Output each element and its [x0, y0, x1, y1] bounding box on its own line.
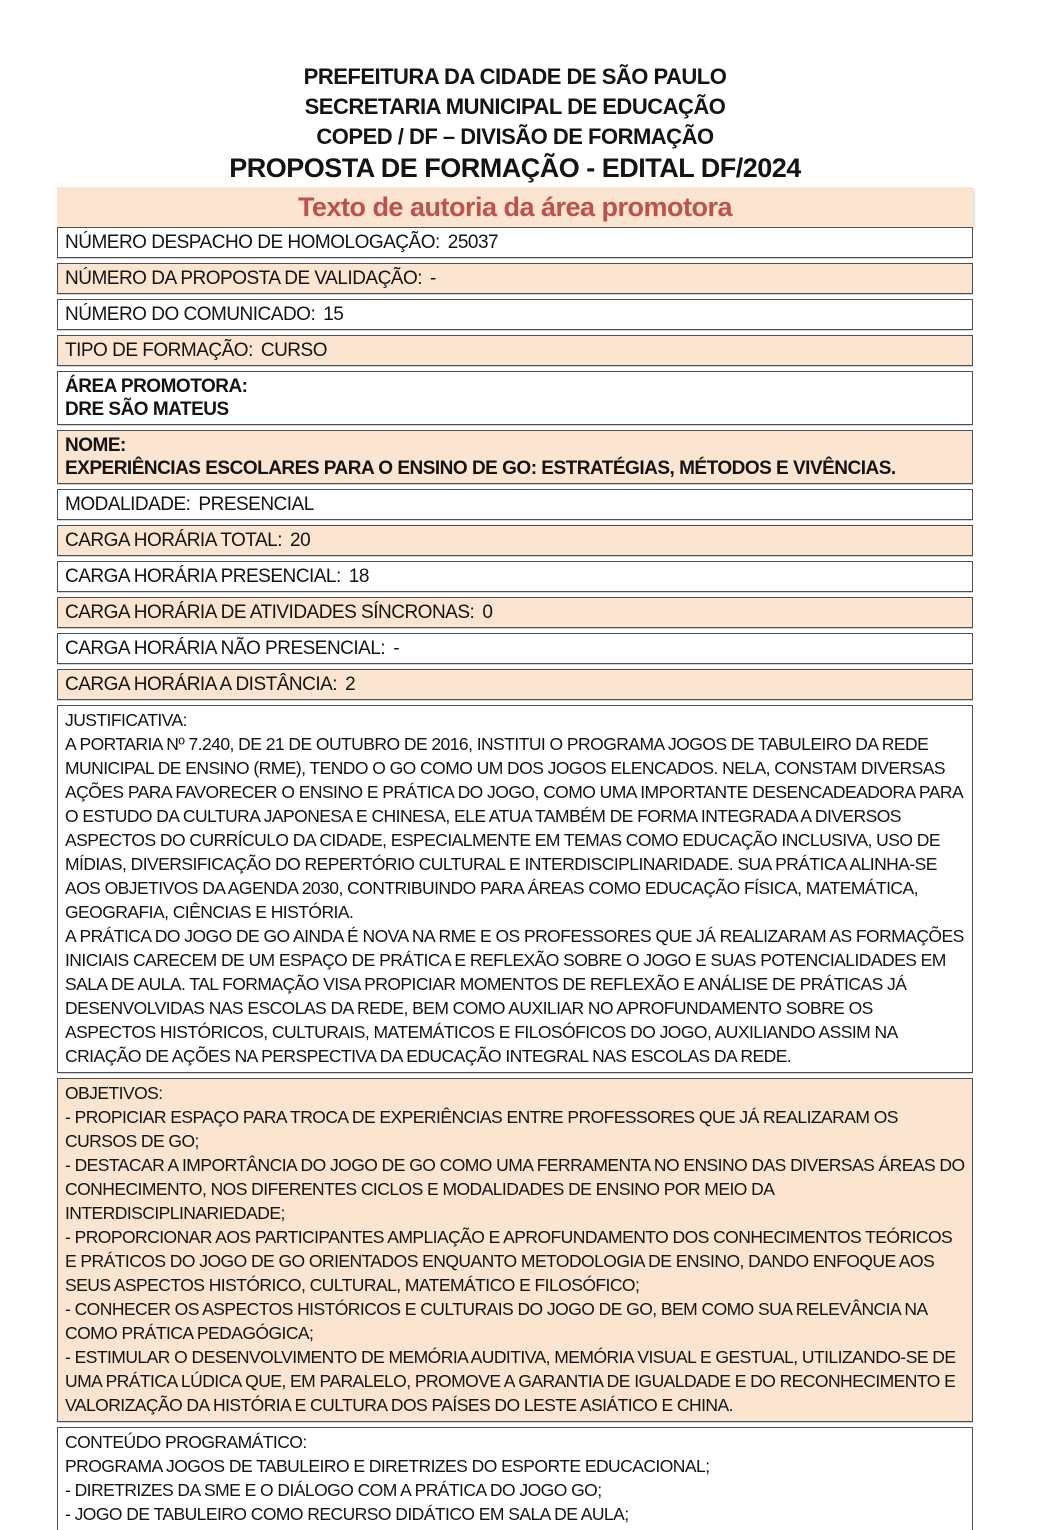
section-objetivos [57, 1078, 973, 1422]
row-value: 0 [482, 602, 493, 623]
section-justificativa [57, 705, 973, 1073]
row-value: - [393, 638, 400, 659]
objective-item: - PROPORCIONAR AOS PARTICIPANTES AMPLIAÇÃO E APROFUNDAMENTO DOS CONHECIMENTOS TEÓRICOS E PRÁTICOS DO JOGO DE GO ORIENTADOS ENQUANTO METODOLOGIA DE ENSINO, DANDO ENFOQUE AOS SEUS ASPECTOS HISTÓRICO, CULTURAL, MATEMÁTICO E FILOSÓFICO; [65, 1227, 953, 1295]
row-carga-horaria-distancia [57, 669, 973, 700]
paragraph: A PRÁTICA DO JOGO DE GO AINDA É NOVA NA RME E OS PROFESSORES QUE JÁ REALIZARAM AS FORMAÇÕES INICIAIS CARECEM DE UM ESPAÇO DE PRÁTICA E REFLEXÃO SOBRE O JOGO E SUAS POTENCIALIDADES EM SALA DE AULA. TAL FORMAÇÃO VISA PROPICIAR MOMENTOS DE REFLEXÃO E ANÁLISE DE PRÁTICAS JÁ DESENVOLVIDAS NAS ESCOLAS DA REDE, BEM COMO AUXILIAR NO APROFUNDAMENTO SOBRE OS ASPECTOS HISTÓRICOS, CULTURAIS, MATEMÁTICOS E FILOSÓFICOS DO JOGO, AUXILIANDO ASSIM NA CRIAÇÃO DE AÇÕES NA PERSPECTIVA DA EDUCAÇÃO INTEGRAL NAS ESCOLAS DA REDE. [65, 926, 964, 1066]
row-label: NÚMERO DESPACHO DE HOMOLOGAÇÃO: [65, 232, 440, 253]
content-item: - DIRETRIZES DA SME E O DIÁLOGO COM A PRÁTICA DO JOGO GO; [65, 1480, 602, 1500]
objective-item: - PROPICIAR ESPAÇO PARA TROCA DE EXPERIÊNCIAS ENTRE PROFESSORES QUE JÁ REALIZARAM OS CURSOS DE GO; [65, 1107, 898, 1151]
row-value: PRESENCIAL [198, 494, 314, 515]
row-value: 20 [290, 530, 311, 551]
row-tipo-formacao [57, 335, 973, 366]
header-line-coped: COPED / DF – DIVISÃO DE FORMAÇÃO [316, 124, 714, 149]
objective-item: - DESTACAR A IMPORTÂNCIA DO JOGO DE GO COMO UMA FERRAMENTA NO ENSINO DAS DIVERSAS ÁREAS DO CONHECIMENTO, NOS DIFERENTES CICLOS E MODALIDADES DE ENSINO POR MEIO DA INTERDISCIPLINARIEDADE; [65, 1155, 965, 1223]
row-numero-proposta-validacao [57, 263, 973, 294]
row-numero-comunicado [57, 299, 973, 330]
row-modalidade [57, 489, 973, 520]
row-label: CARGA HORÁRIA A DISTÂNCIA: [65, 674, 338, 695]
section-conteudo-programatico [57, 1427, 973, 1530]
row-label: ÁREA PROMOTORA: [65, 376, 248, 397]
row-label: CARGA HORÁRIA PRESENCIAL: [65, 566, 341, 587]
row-label: NÚMERO DO COMUNICADO: [65, 304, 316, 325]
row-value: - [430, 268, 436, 289]
form-rows [57, 227, 973, 1530]
row-value: 25037 [447, 232, 499, 253]
document-content [57, 0, 973, 1530]
row-value: CURSO [260, 340, 327, 361]
row-value: 15 [323, 304, 344, 325]
row-label: NÚMERO DA PROPOSTA DE VALIDAÇÃO: [65, 268, 423, 289]
row-carga-horaria-sincronas [57, 597, 973, 628]
row-area-promotora [57, 371, 973, 425]
row-value: 18 [348, 566, 369, 587]
header-line-secretaria: SECRETARIA MUNICIPAL DE EDUCAÇÃO [304, 94, 726, 119]
row-nome [57, 430, 973, 484]
row-value: DRE SÃO MATEUS [65, 399, 229, 420]
row-carga-horaria-presencial [57, 561, 973, 592]
section-label: CONTEÚDO PROGRAMÁTICO: [65, 1432, 307, 1452]
header-line-proposta: PROPOSTA DE FORMAÇÃO - EDITAL DF/2024 [229, 153, 801, 183]
document-header [57, 62, 973, 227]
section-label: OBJETIVOS: [65, 1083, 163, 1103]
content-item: PROGRAMA JOGOS DE TABULEIRO E DIRETRIZES DO ESPORTE EDUCACIONAL; [65, 1456, 710, 1476]
objective-item: - ESTIMULAR O DESENVOLVIMENTO DE MEMÓRIA AUDITIVA, MEMÓRIA VISUAL E GESTUAL, UTILIZANDO-SE DE UMA PRÁTICA LÚDICA QUE, EM PARALELO, PROMOVE A GARANTIA DE IGUALDADE E DO RECONHECIMENTO E VALORIZAÇÃO DA HISTÓRIA E CULTURA DOS PAÍSES DO LESTE ASIÁTICO E CHINA. [65, 1347, 956, 1415]
paragraph: A PORTARIA Nº 7.240, DE 21 DE OUTUBRO DE 2016, INSTITUI O PROGRAMA JOGOS DE TABULEIRO DA REDE MUNICIPAL DE ENSINO (RME), TENDO O GO COMO UM DOS JOGOS ELENCADOS. NELA, CONSTAM DIVERSAS AÇÕES PARA FAVORECER O ENSINO E PRÁTICA DO JOGO, COMO UMA IMPORTANTE DESENCADEADORA PARA O ESTUDO DA CULTURA JAPONESA E CHINESA, ELE ATUA TAMBÉM DE FORMA INTEGRADA A DIVERSOS ASPECTOS DO CURRÍCULO DA CIDADE, ESPECIALMENTE EM TEMAS COMO EDUCAÇÃO INCLUSIVA, USO DE MÍDIAS, DIVERSIFICAÇÃO DO REPERTÓRIO CULTURAL E INTERDISCIPLINARIDADE. SUA PRÁTICA ALINHA-SE AOS OBJETIVOS DA AGENDA 2030, CONTRIBUINDO PARA ÁREAS COMO EDUCAÇÃO FÍSICA, MATEMÁTICA, GEOGRAFIA, CIÊNCIAS E HISTÓRIA. [65, 734, 963, 922]
row-label: CARGA HORÁRIA DE ATIVIDADES SÍNCRONAS: [65, 602, 475, 623]
row-label: CARGA HORÁRIA TOTAL: [65, 530, 283, 551]
row-label: MODALIDADE: [65, 494, 191, 515]
header-line-prefeitura: PREFEITURA DA CIDADE DE SÃO PAULO [303, 64, 727, 89]
row-carga-horaria-nao-presencial [57, 633, 973, 664]
row-label: NOME: [65, 435, 126, 456]
section-label: JUSTIFICATIVA: [65, 710, 187, 730]
row-value: 2 [345, 674, 356, 695]
row-label: TIPO DE FORMAÇÃO: [65, 340, 253, 361]
content-item: - JOGO DE TABULEIRO COMO RECURSO DIDÁTICO EM SALA DE AULA; [65, 1504, 629, 1524]
row-label: CARGA HORÁRIA NÃO PRESENCIAL: [65, 638, 386, 659]
row-carga-horaria-total [57, 525, 973, 556]
objective-item: - CONHECER OS ASPECTOS HISTÓRICOS E CULTURAIS DO JOGO DE GO, BEM COMO SUA RELEVÂNCIA NA COMO PRÁTICA PEDAGÓGICA; [65, 1299, 927, 1343]
row-value: EXPERIÊNCIAS ESCOLARES PARA O ENSINO DE GO: ESTRATÉGIAS, MÉTODOS E VIVÊNCIAS. [65, 458, 896, 479]
row-numero-despacho-homologacao [57, 227, 973, 258]
authorship-banner: Texto de autoria da área promotora [57, 187, 973, 227]
